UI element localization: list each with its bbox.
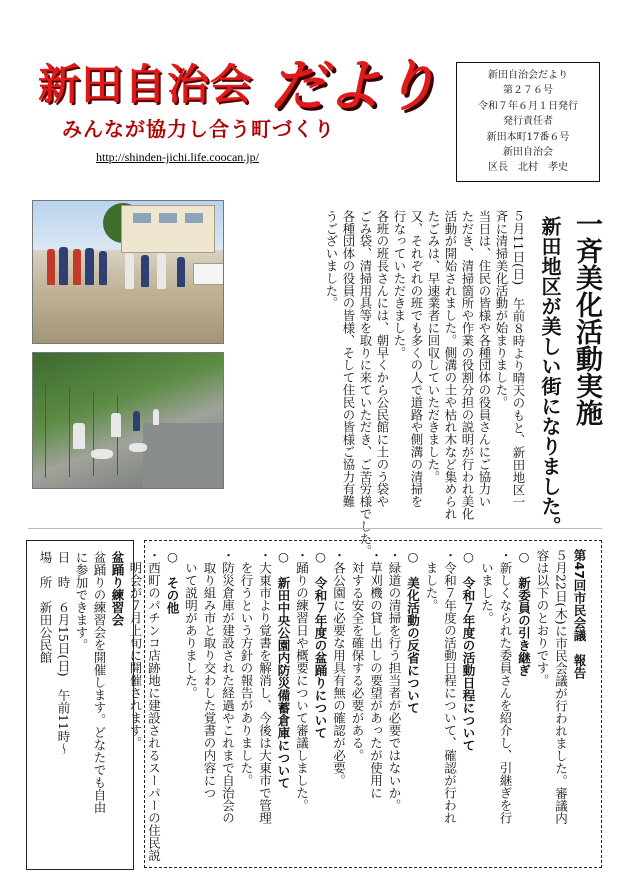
person-shape — [177, 257, 185, 287]
window-shape — [133, 213, 151, 223]
cleanup-ditch-photo — [32, 352, 224, 489]
report-line: ました。 — [424, 549, 439, 612]
fence-post — [45, 383, 47, 478]
newsletter-title-emphasis: だより — [270, 54, 438, 119]
bon-odori-line: 日 時 ６月15日(日) 午前11時～ — [56, 551, 71, 756]
newsletter-subtitle: みんなが協力し合う町づくり — [62, 117, 335, 141]
person-shape — [141, 255, 149, 287]
report-line: ○ その他 — [165, 549, 180, 614]
person-shape — [111, 413, 121, 437]
report-line: ・防災倉庫が建設された経過やこれまで自治会の — [220, 549, 236, 824]
article-line: ごみ袋、清掃用具等を取りに来ていただき、ご苦労様でした。 — [358, 210, 373, 558]
report-line: ○ 新委員の引き継ぎ — [516, 549, 532, 677]
report-line: 容は以下のとおりです。 — [535, 549, 550, 687]
garbage-bag-shape — [129, 443, 147, 452]
article-line: 当日は、住民の皆様や各種団体の役員さんにご協力い — [477, 210, 492, 508]
issue-info-line: 新田本町17番６号 — [486, 131, 570, 143]
window-shape — [185, 213, 203, 223]
person-shape — [133, 411, 140, 431]
report-line: ○ 令和７年度の盆踊りについて — [313, 549, 328, 739]
person-shape — [157, 253, 166, 289]
report-line: 取り組み市と取り交わした覚書の内容につ — [202, 549, 217, 799]
report-line: ・新しくなられた委員さんを紹介し、引継ぎを行 — [498, 549, 513, 824]
citizen-meeting-report — [128, 540, 602, 868]
article-line: 行なっていただきました。 — [392, 210, 407, 359]
report-line: いて説明がありました。 — [183, 549, 199, 699]
article-line: 各班の班長さんには、朝早くから公民館に土のう袋や — [375, 210, 390, 508]
issue-info-box — [456, 62, 600, 182]
issue-info-line: 新田自治会 — [503, 147, 553, 159]
fence-post — [69, 387, 71, 477]
article-line: 斉に清掃美化活動が始まりました。 — [494, 210, 509, 409]
person-shape — [85, 248, 94, 285]
issue-info-line: 第２７６号 — [503, 85, 553, 97]
report-line: ・西町のパチンコ店跡地に建設されるスーパーの住民説 — [146, 549, 162, 862]
newsletter-title: 新田自治会 — [38, 60, 254, 109]
report-body — [127, 549, 587, 862]
report-line: 第47回市民会議 報告 — [572, 549, 587, 679]
issue-info-line: 発行責任者 — [503, 116, 553, 128]
article-line: ただき、清掃箇所や作業の役割分担の説明が行われ美化 — [460, 210, 475, 520]
bon-odori-line: に参加できます。 — [74, 551, 89, 651]
window-shape — [159, 213, 177, 223]
car-shape — [193, 263, 224, 285]
bon-odori-notice — [26, 540, 134, 870]
road-shape — [143, 423, 223, 488]
article-line: ５月11日(日) 午前８時より晴天のもと、新田地区一 — [511, 210, 526, 509]
article-body — [323, 210, 526, 558]
website-link[interactable]: http://shinden-jichi.life.coocan.jp/ — [96, 150, 259, 164]
report-line: ・緑道の清掃を行う担当者が必要ではないか。 — [387, 549, 402, 812]
person-shape — [125, 253, 134, 289]
person-shape — [59, 247, 68, 285]
bon-odori-line: 盆踊りの練習会を開催します。どなたでも自由 — [92, 551, 107, 814]
issue-info-line: 令和７年６月１日発行 — [478, 100, 578, 112]
bon-odori-line: 場 所 新田公民館 — [38, 551, 53, 664]
report-line: ５月22日(木)に市民会議が行われました。審議内 — [553, 549, 569, 825]
bon-odori-body — [37, 551, 123, 859]
report-line: 明会が７月上旬に開催されます。 — [128, 549, 143, 749]
section-divider — [28, 528, 602, 529]
garbage-bag-shape — [91, 449, 113, 459]
article-line: たごみは、早速業者に回収していただきました。 — [426, 210, 441, 483]
report-line: いました。 — [479, 549, 495, 624]
person-shape — [73, 249, 81, 285]
report-line: を行うという方針の報告がありました。 — [239, 549, 254, 787]
person-shape — [99, 251, 107, 285]
report-line: ・草刈機の貸し出しの要望があったが使用に — [368, 549, 384, 799]
report-line: ・各公園に必要な用具有無の確認が必要。 — [331, 549, 347, 787]
cleanup-gathering-photo — [32, 200, 224, 344]
fence-post — [93, 391, 95, 476]
article-subheadline: 新田地区が美しい街になりました。 — [538, 216, 562, 536]
report-line: ・踊りの練習日や概要について審議しました。 — [294, 549, 310, 812]
person-shape — [153, 409, 159, 425]
person-shape — [47, 249, 55, 285]
article-headline: 一斉美化活動実施 — [571, 210, 602, 426]
article-line: うございました。 — [324, 210, 339, 310]
report-line: 対する安全を確保する必要がある。 — [350, 549, 365, 762]
issue-info-line: 区長 北村 孝史 — [488, 162, 568, 174]
report-line: ・大東市より覚書を解消し、今後は大東市で管理 — [257, 549, 273, 824]
issue-info-line: 新田自治会だより — [488, 70, 568, 81]
article-line: 又、それぞれの班でも多くの人で道路や側溝の清掃を — [409, 210, 424, 508]
report-line: ○ 令和７年度の活動日程について — [461, 549, 476, 752]
article-line: 各種団体の役員の皆様、そして住民の皆様ご協力有難 — [341, 210, 356, 508]
report-line: ○ 美化活動の反省について — [405, 549, 421, 714]
report-line: ・令和７年度の活動日程について、確認が行われ — [442, 549, 458, 824]
article-line: 活動が開始されました。側溝の土や枯れ木など集められ — [443, 210, 458, 520]
bon-odori-line: 盆踊り練習会 — [110, 551, 125, 626]
report-line: ○ 新田中央公園内防災備蓄倉庫について — [276, 549, 291, 789]
person-shape — [73, 423, 85, 449]
